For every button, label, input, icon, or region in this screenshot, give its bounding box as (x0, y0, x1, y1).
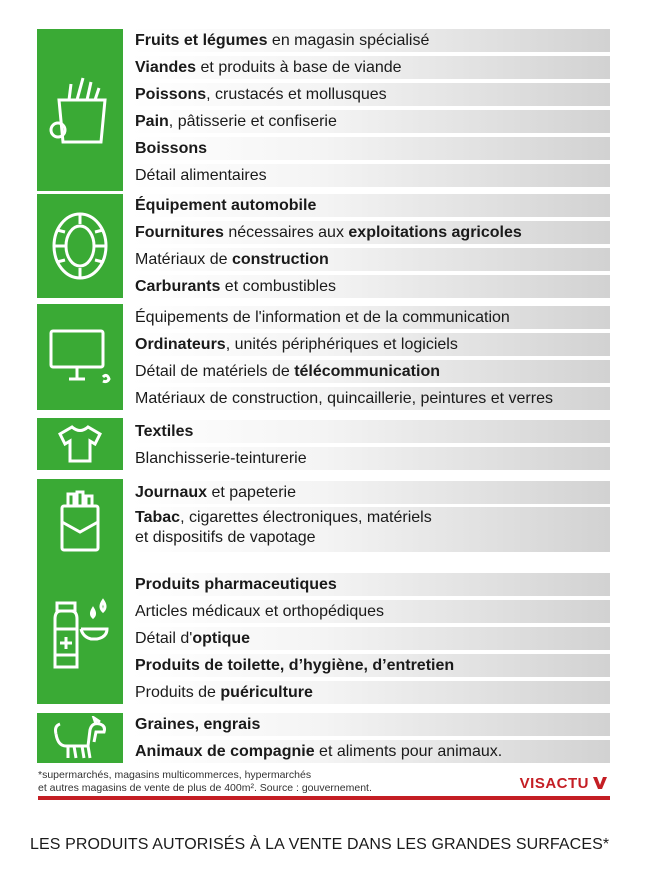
footnote-line-1: *supermarchés, magasins multicommerces, hypermarchés (38, 769, 312, 781)
row-articles-medicaux: Articles médicaux et orthopédiques (131, 600, 610, 623)
group-pharmacie (37, 564, 610, 704)
row-carburants: Carburants et combustibles (131, 275, 610, 298)
footnote-line-2: et autres magasins de vente de plus de 400m². Source : gouvernement. (38, 781, 372, 794)
tire-icon (37, 194, 123, 298)
cigarette-pack-icon (37, 479, 123, 565)
row-materiaux-construction: Matériaux de construction (131, 248, 610, 271)
row-pharmaceutiques: Produits pharmaceutiques (131, 573, 610, 596)
computer-icon (37, 304, 123, 410)
row-toilette: Produits de toilette, d’hygiène, d’entretien (131, 654, 610, 677)
row-ordinateurs: Ordinateurs, unités périphériques et logiciels (131, 333, 610, 356)
row-equipements-information: Équipements de l'information et de la communication (131, 306, 610, 329)
brand-mark-icon (592, 776, 608, 794)
caption: LES PRODUITS AUTORISÉS À LA VENTE DANS LES GRANDES SURFACES* (30, 836, 610, 853)
row-pain: Pain, pâtisserie et confiserie (131, 110, 610, 133)
row-tabac: Tabac, cigarettes électroniques, matériels et dispositifs de vapotage (131, 507, 610, 552)
divider (38, 796, 610, 800)
row-animaux: Animaux de compagnie et aliments pour animaux. (131, 740, 610, 763)
tshirt-icon (37, 418, 123, 470)
group-textiles (37, 418, 610, 470)
infographic (20, 13, 620, 803)
row-optique: Détail d'optique (131, 627, 610, 650)
row-detail-alimentaires: Détail alimentaires (131, 164, 610, 187)
dog-icon (37, 713, 123, 763)
group-food (37, 29, 610, 191)
row-journaux: Journaux et papeterie (131, 481, 610, 504)
grocery-bag-icon (37, 29, 123, 191)
row-fruits-legumes: Fruits et légumes en magasin spécialisé (131, 29, 610, 52)
row-puericulture: Produits de puériculture (131, 681, 610, 704)
row-equipement-automobile: Équipement automobile (131, 194, 610, 217)
row-poissons: Poissons, crustacés et mollusques (131, 83, 610, 106)
group-automobile (37, 194, 610, 298)
group-animaux (37, 713, 610, 763)
row-textiles: Textiles (131, 420, 610, 443)
row-graines: Graines, engrais (131, 713, 610, 736)
row-fournitures: Fournitures nécessaires aux exploitations agricoles (131, 221, 610, 244)
row-blanchisserie: Blanchisserie-teinturerie (131, 447, 610, 470)
row-viandes: Viandes et produits à base de viande (131, 56, 610, 79)
row-telecommunication: Détail de matériels de télécommunication (131, 360, 610, 383)
group-informatique (37, 304, 610, 410)
footnote (38, 769, 372, 794)
group-presse-tabac (37, 479, 610, 565)
row-quincaillerie: Matériaux de construction, quincaillerie, peintures et verres (131, 387, 610, 410)
brand-logo: VISACTU (520, 775, 608, 794)
medicine-bottle-icon (37, 564, 123, 704)
row-boissons: Boissons (131, 137, 610, 160)
